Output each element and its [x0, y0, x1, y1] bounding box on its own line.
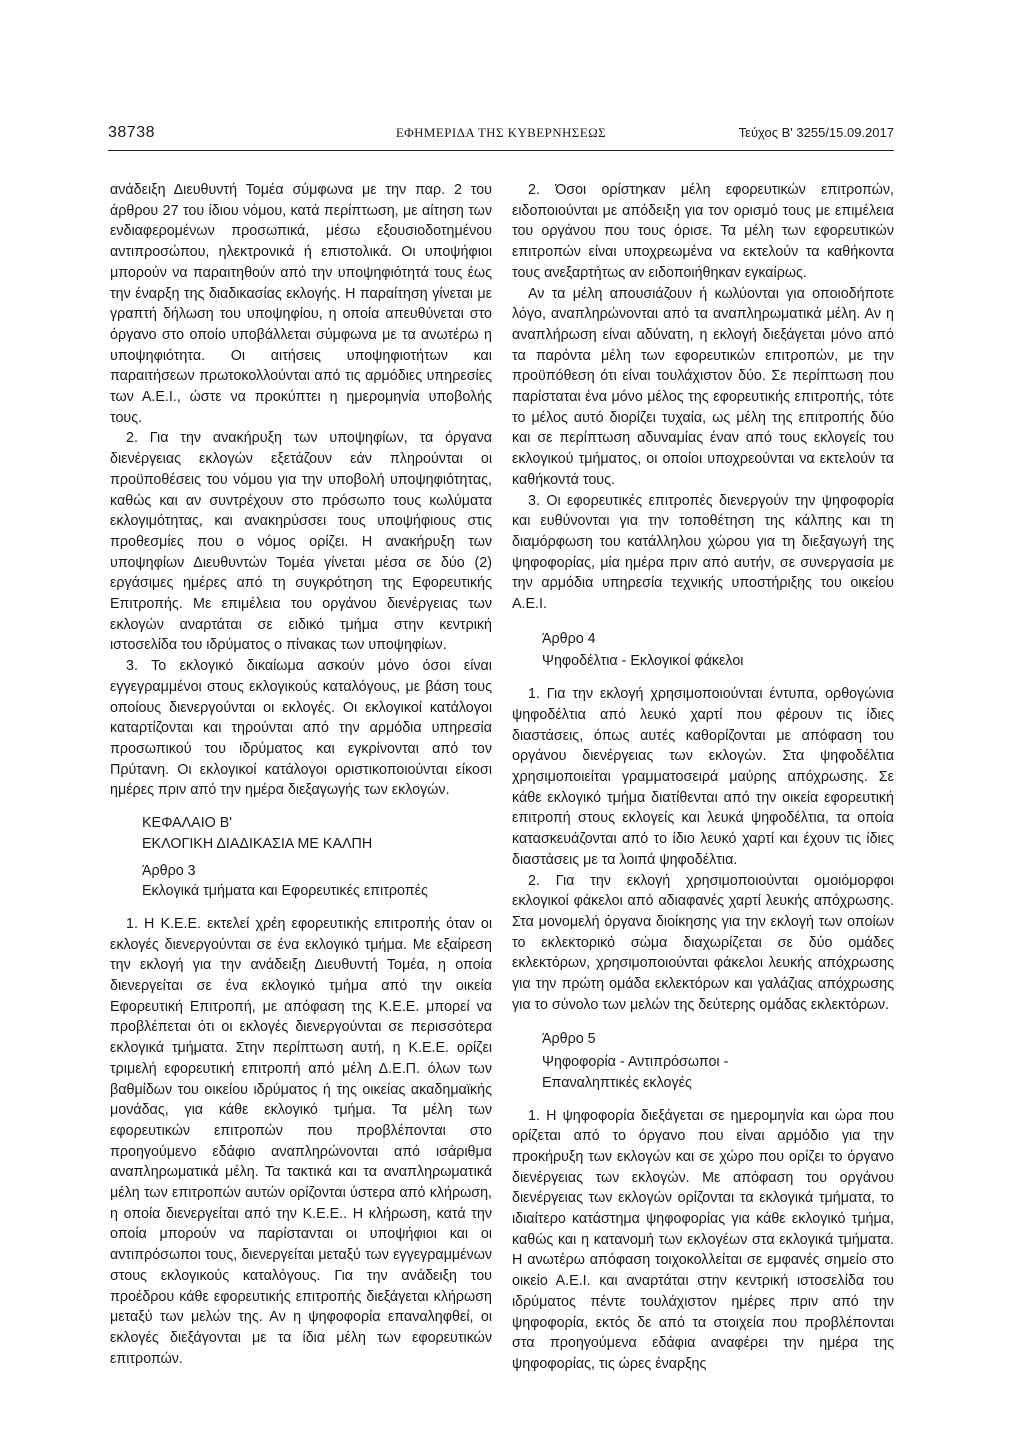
issue-number: Τεύχος Β' 3255/15.09.2017 — [738, 125, 894, 140]
article-label: Άρθρο 3 — [142, 862, 196, 879]
article-title-continued: Επαναληπτικές εκλογές — [542, 1074, 692, 1091]
paragraph: 2. Για την εκλογή χρησιμοποιούνται ομοιόμορφοι εκλογικοί φάκελοι από αδιαφανές χαρτί λευκής απόχρωσης. Στα μονομελή όργανα διοίκησης για την εκλογή των οποίων το εκλεκτορικό σώμα διαχωρίζεται σε δύο ομάδες εκλεκτόρων, χρησιμοποιούνται φάκελοι λευκής απόχρωσης για την πρώτη ομάδα εκλεκτόρων και γαλάζιας απόχρωσης για το σύνολο των μελών της δεύτερης ομάδας εκλεκτόρων. — [512, 872, 894, 1013]
article-label: Άρθρο 4 — [542, 630, 596, 647]
page-header — [108, 120, 894, 152]
paragraph: Αν τα μέλη απουσιάζουν ή κωλύονται για οποιοδήποτε λόγο, αναπληρώνονται από τα αναπληρωματικά μέλη. Αν η αναπλήρωση είναι αδύνατη, η εκλογή διεξάγεται μόνο από τα παρόντα μέλη των εφορευτικών επιτροπών, με την προϋπόθεση ότι είναι τουλάχιστον δύο. Σε περίπτωση που παρίσταται ένα μόνο μέλος της εφορευτικής επιτροπής, τότε το μέλος αυτό διορίζει τυχαία, ως μέλη της επιτροπής δύο και σε περίπτωση αδυναμίας έναν από τους εκλογείς του εκλογικού τμήματος, οι οποίοι υποχρεούνται να εκτελούν τα καθήκοντά τους. — [512, 285, 894, 488]
right-column — [512, 180, 894, 1375]
paragraph: 3. Το εκλογικό δικαίωμα ασκούν μόνο όσοι είναι εγγεγραμμένοι στους εκλογικούς καταλόγους, με βάση τους οποίους διενεργούνται οι εκλογές. Οι εκλογικοί κατάλογοι καταρτίζονται και τηρούνται από την αρμόδια υπηρεσία προσωπικού του ιδρύματος και εγκρίνονται από τον Πρύτανη. Οι εκλογικοί κατάλογοι οριστικοποιούνται είκοσι ημέρες πριν από την ημέρα διεξαγωγής των εκλογών. — [110, 658, 492, 799]
chapter-label: ΚΕΦΑΛΑΙΟ Β' — [142, 815, 233, 832]
paragraph: 1. Η Κ.Ε.Ε. εκτελεί χρέη εφορευτικής επιτροπής όταν οι εκλογές διενεργούνται σε ένα εκλογικό τμήμα. Με εξαίρεση την εκλογή για την ανάδειξη Διευθυντή Τομέα, η οποία διενεργείται σε ένα εκλογικό τμήμα από την οικεία Εφορευτική Επιτροπή, με απόφαση της Κ.Ε.Ε. μπορεί να προβλέπεται ότι οι εκλογές διενεργούνται σε περισσότερα εκλογικά τμήματα. Στην περίπτωση αυτή, η Κ.Ε.Ε. ορίζει τριμελή εφορευτική επιτροπή από μέλη Δ.Ε.Π. όλων των βαθμίδων του οικείου ιδρύματος ή της οικείας ακαδημαϊκής μονάδας, για κάθε εκλογικό τμήμα. Τα μέλη των εφορευτικών επιτροπών που προβλέπονται στο προηγούμενο εδάφιο αναπληρώνονται από ισάριθμα αναπληρωματικά μέλη. Τα τακτικά και τα αναπληρωματικά μέλη των επιτροπών αυτών ορίζονται ύστερα από κλήρωση, η οποία διενεργείται από την Κ.Ε.Ε.. Η κλήρωση, κατά την οποία μπορούν να παρίστανται οι υποψήφιοι και οι αντιπρόσωποι τους, διενεργείται μεταξύ των εγγεγραμμένων στους εκλογικούς καταλόγους. Για την ανάδειξη του προέδρου κάθε εφορευτικής επιτροπής διεξάγεται κλήρωση μεταξύ των μελών της. Αν η ψηφοφορία επαναληφθεί, οι εκλογές διεξάγονται με τα ίδια μέλη των εφορευτικών επιτροπών. — [110, 915, 492, 1367]
chapter-title: ΕΚΛΟΓΙΚΗ ΔΙΑΔΙΚΑΣΙΑ ΜΕ ΚΑΛΠΗ — [142, 835, 373, 852]
article-title: Εκλογικά τμήματα και Εφορευτικές επιτροπές — [142, 883, 428, 900]
page-number: 38738 — [108, 124, 155, 141]
article-label: Άρθρο 5 — [542, 1031, 596, 1048]
chapter-heading — [142, 813, 492, 902]
paragraph: ανάδειξη Διευθυντή Τομέα σύμφωνα με την παρ. 2 του άρθρου 27 του ίδιου νόμου, κατά περίπτωση, με αίτηση των ενδιαφερομένων προσωπικά, μέσω εξουσιοδοτημένου αντιπροσώπου, ηλεκτρονικά ή επιστολικά. Οι υποψήφιοι μπορούν να παραιτηθούν από την υποψηφιότητά τους έως την έναρξη της διαδικασίας εκλογής. Η παραίτηση γίνεται με γραπτή δήλωση του υποψηφίου, η οποία απευθύνεται στο όργανο στο οποίο υποβάλλεται σύμφωνα με τα ανωτέρω η υποψηφιότητα. Οι αιτήσεις υποψηφιοτήτων και παραιτήσεων πρωτοκολλούνται από τις αρμόδιες υπηρεσίες των Α.Ε.Ι., ώστε να προκύπτει η ημερομηνία υποβολής τους. — [110, 182, 492, 426]
article-heading — [542, 629, 894, 672]
header-rule — [108, 150, 894, 151]
article-title: Ψηφοδέλτια - Εκλογικοί φάκελοι — [542, 653, 744, 670]
paragraph: 2. Για την ανακήρυξη των υποψηφίων, τα όργανα διενέργειας εκλογών εξετάζουν εάν πληρούνται οι προϋποθέσεις του νόμου για την υποβολή υποψηφιότητας, καθώς και αν συντρέχουν στο πρόσωπο τους κωλύματα εκλογιμότητας, και ανακηρύσσει τους υποψήφιους στις προθεσμίες που ο νόμος ορίζει. Η ανακήρυξη των υποψηφίων Διευθυντών Τομέα γίνεται μέσα σε δύο (2) εργάσιμες ημέρες από τη συγκρότηση της Εφορευτικής Επιτροπής. Με επιμέλεια του οργάνου διενέργειας των εκλογών αναρτάται σε ειδικό τμήμα στην κεντρική ιστοσελίδα του ιδρύματος ο πίνακας των υποψηφίων. — [110, 430, 492, 654]
gazette-title: ΕΦΗΜΕΡΙΔΑ ΤΗΣ ΚΥΒΕΡΝΗΣΕΩΣ — [395, 125, 607, 140]
article-heading — [542, 1029, 894, 1093]
left-column — [110, 180, 492, 1369]
paragraph: 1. Για την εκλογή χρησιμοποιούνται έντυπα, ορθογώνια ψηφοδέλτια από λευκό χαρτί που φέρουν τις ίδιες διαστάσεις, όπως αυτές καθορίζονται με απόφαση του οργάνου διενέργειας των εκλογών. Στα ψηφοδέλτια χρησιμοποιείται γραμματοσειρά μαύρης απόχρωσης. Σε κάθε εκλογικό τμήμα διατίθενται από την οικεία εφορευτική επιτροπή στους εκλογείς και λευκά ψηφοδέλτια, τα οποία κατασκευάζονται από το ίδιο λευκό χαρτί και έχουν τις ίδιες διαστάσεις με τα λοιπά ψηφοδέλτια. — [512, 686, 894, 868]
article-title: Ψηφοφορία - Αντιπρόσωποι - — [542, 1054, 729, 1071]
paragraph: 1. Η ψηφοφορία διεξάγεται σε ημερομηνία και ώρα που ορίζεται από το όργανο που είναι αρμόδιο για την προκήρυξη των εκλογών και σε χώρο που ορίζει το όργανο διενέργειας των εκλογών. Με απόφαση του οργάνου διενέργειας των εκλογών ορίζονται τα εκλογικά τμήματα, το ιδιαίτερο κατάστημα ψηφοφορίας για κάθε εκλογικό τμήμα, καθώς και η κατανομή των εκλογέων στα εκλογικά τμήματα. Η ανωτέρω απόφαση τοιχοκολλείται σε εμφανές σημείο στο οικείο Α.Ε.Ι. και αναρτάται στην κεντρική ιστοσελίδα του ιδρύματος πέντε τουλάχιστον ημέρες πριν από την ψηφοφορία, εκτός δε από τα στοιχεία που προβλέπονται στα προηγούμενα εδάφια αναφέρει την ημέρα της ψηφοφορίας, τις ώρες έναρξης — [512, 1107, 894, 1372]
paragraph: 3. Οι εφορευτικές επιτροπές διενεργούν την ψηφοφορία και ευθύνονται για την τοποθέτηση της κάλπης και τη διαμόρφωση του κατάλληλου χώρου για τη διεξαγωγή της ψηφοφορίας, μία ημέρα πριν από αυτήν, σε συνεργασία με την αρμόδια υπηρεσία τεχνικής υποστήριξης του οικείου Α.Ε.Ι. — [512, 492, 894, 613]
paragraph: 2. Όσοι ορίστηκαν μέλη εφορευτικών επιτροπών, ειδοποιούνται με απόδειξη για τον ορισμό τους με επιμέλεια του οργάνου που τους όρισε. Τα μέλη των εφορευτικών επιτροπών είναι υποχρεωμένα να εκτελούν τα καθήκοντα τους ανεξαρτήτως αν ειδοποιήθηκαν εγκαίρως. — [512, 182, 894, 281]
